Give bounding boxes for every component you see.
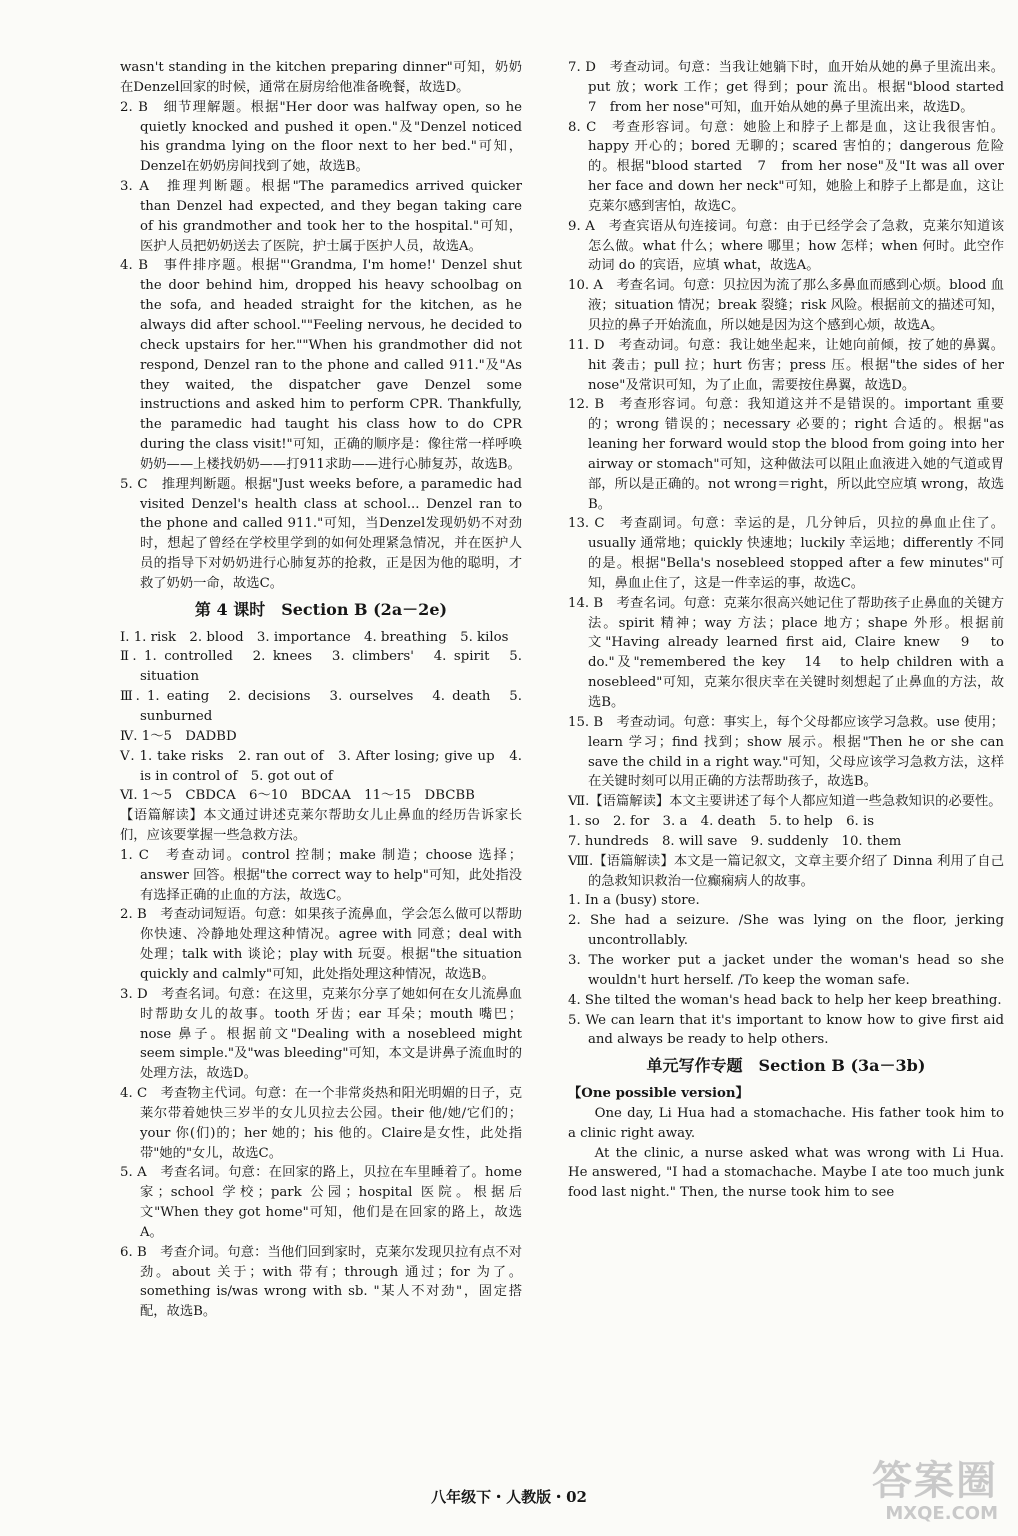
answer-item: 2. B 细节理解题。根据"Her door was halfway open, so he quietly knocked and pushed it open."及"Denzel noticed his grandma lying on the floor next to her bed."可知，Denzel在奶奶房间找到了她，故选B。 <box>120 99 522 175</box>
answer-item: 3. D 考查名词。句意：在这里，克莱尔分享了她如何在女儿流鼻血时帮助女儿的故事。tooth 牙齿；ear 耳朵；mouth 嘴巴；nose 鼻子。根据前文"Dealing with a nosebleed might seem simple."及"was bleeding"可知，本文是讲鼻子流血时的处理方法，故选D。 <box>120 986 522 1082</box>
exercise-line: Ⅱ. 1. controlled 2. knees 3. climbers' 4. spirit 5. situation <box>120 649 522 685</box>
exercise-line: Ⅵ. 1～5 CBDCA 6～10 BDCAA 11～15 DBCBB <box>120 788 475 804</box>
exercise-line: Ⅰ. 1. risk 2. blood 3. importance 4. breathing 5. kilos <box>120 629 509 645</box>
passage-summary: 【语篇解读】本文通过讲述克莱尔帮助女儿止鼻血的经历告诉家长们，应该要掌握一些急救方法。 <box>120 808 522 844</box>
writing-paragraph: At the clinic, a nurse asked what was wrong with Li Hua. He answered, "I had a stomachache. Maybe I ate too much junk food last night." Then, the nurse took him to see <box>568 1145 1004 1201</box>
watermark-site: MXQE.COM <box>885 1503 998 1524</box>
answer-item: 1. C 考查动词。control 控制；make 制造；choose 选择；answer 回答。根据"the correct way to help"可知，此处指没有选择正确的止血的方法，故选C。 <box>120 847 522 903</box>
exercise-line: Ⅲ. 1. eating 2. decisions 3. ourselves 4. death 5. sunburned <box>120 689 522 724</box>
right-column <box>568 58 1018 1203</box>
answer-item: 3. A 推理判断题。根据"The paramedics arrived quicker than Denzel had expected, and they began taking care of his grandmother and took her to the hospital."可知，医护人员把奶奶送去了医院，护士属于医护人员，故选A。 <box>120 179 522 254</box>
answer-line: 5. We can learn that it's important to know how to give first aid and always be ready to help others. <box>568 1012 1004 1048</box>
answer-line: 7. hundreds 8. will save 9. suddenly 10. them <box>568 833 902 849</box>
sample-label: 【One possible version】 <box>568 1086 749 1102</box>
answer-line: 3. The worker put a jacket under the woman's head so she wouldn't hurt herself. /To keep the woman safe. <box>568 952 1004 988</box>
answer-item: wasn't standing in the kitchen preparing dinner"可知，奶奶在Denzel回家的时候，通常在厨房给他准备晚餐，故选D。 <box>120 60 522 95</box>
answer-item: 10. A 考查名词。句意：贝拉因为流了那么多鼻血而感到心烦。blood 血液；situation 情况；break 裂缝；risk 风险。根据前文的描述可知，贝拉的鼻子开始流血，所以她是因为这个感到心烦，故选A。 <box>568 278 1004 333</box>
answer-item: 4. C 考查物主代词。句意：在一个非常炎热和阳光明媚的日子，克莱尔带着她快三岁半的女儿贝拉去公园。their 他/她/它们的；your 你(们)的；her 她的；his 他的。Claire是女性，此处指带"她的"女儿，故选C。 <box>120 1086 522 1161</box>
answer-item: 8. C 考查形容词。句意：她脸上和脖子上都是血，这让我很害怕。happy 开心的；bored 无聊的；scared 害怕的；dangerous 危险的。根据"blood started 7 from her nose"及"It was all over her face and down her neck"可知，她脸上和脖子上都是血，这让克莱尔感到害怕，故选C。 <box>568 119 1004 214</box>
passage-summary: Ⅷ.【语篇解读】本文是一篇记叙文，文章主要介绍了 Dinna 利用了自己的急救知识救治一位癫痫病人的故事。 <box>568 853 1004 889</box>
answer-item: 13. C 考查副词。句意：幸运的是，几分钟后，贝拉的鼻血止住了。usually 通常地；quickly 快速地；luckily 幸运地；differently 不同的是。根据"Bella's nosebleed stopped after a few minutes"可知，鼻血止住了，这是一件幸运的事，故选C。 <box>568 516 1004 591</box>
watermark <box>808 1458 998 1530</box>
answer-item: 5. C 推理判断题。根据"Just weeks before, a paramedic had visited Denzel's health class at school... Denzel ran to the phone and called 911."可知，当Denzel发现奶奶不对劲时，想起了曾经在学校里学到的如何处理紧急情况，并在医护人员的指导下对奶奶进行心肺复苏的抢救，正是因为他的聪明，才救了奶奶一命，故选C。 <box>120 476 522 591</box>
left-column <box>120 58 522 1322</box>
exercise-line: Ⅴ. 1. take risks 2. ran out of 3. After losing; give up 4. is in control of 5. got out of <box>120 748 522 784</box>
answer-item: 15. B 考查动词。句意：事实上，每个父母都应该学习急救。use 使用；learn 学习；find 找到；show 展示。根据"Then he or she can save the child in a right way."可知，父母应该学习急救方法，这样在关键时刻可以用正确的方法帮助孩子，故选B。 <box>568 714 1004 790</box>
passage-summary: Ⅶ.【语篇解读】本文主要讲述了每个人都应知道一些急救知识的必要性。 <box>568 794 1002 810</box>
page-footer: 八年级下・人教版・02 <box>431 1488 587 1506</box>
watermark-logo: 答案圈 <box>872 1458 998 1504</box>
answer-item: 14. B 考查名词。句意：克莱尔很高兴她记住了帮助孩子止鼻血的关键方法。spirit 精神；way 方法；place 地方；shape 外形。根据前文"Having already learned first aid, Claire knew 9 to do."及"remembered the key 14 to help children with a nosebleed"可知，克莱尔很庆幸在关键时刻想起了止鼻血的方法，故选B。 <box>568 595 1004 710</box>
answer-item: 2. B 考查动词短语。句意：如果孩子流鼻血，学会怎么做可以帮助你快速、冷静地处理这种情况。agree with 同意；deal with 处理；talk with 谈论；play with 玩耍。根据"the situation quickly and calmly"可知，此处指处理这种情况，故选B。 <box>120 907 522 982</box>
answer-item: 7. D 考查动词。句意：当我让她躺下时，血开始从她的鼻子里流出来。put 放；work 工作；get 得到；pour 流出。根据"blood started 7 from her nose"可知，血开始从她的鼻子里流出来，故选D。 <box>568 60 1018 115</box>
section-heading: 单元写作专题 Section B (3a－3b) <box>646 1056 926 1076</box>
answer-line: 2. She had a seizure. /She was lying on the floor, jerking uncontrollably. <box>568 913 1004 949</box>
answer-item: 9. A 考查宾语从句连接词。句意：由于已经学会了急救，克莱尔知道该怎么做。what 什么；where 哪里；how 怎样；when 何时。此空作动词 do 的宾语，应填 what，故选A。 <box>568 218 1004 274</box>
answer-item: 12. B 考查形容词。句意：我知道这并不是错误的。important 重要的；wrong 错误的；necessary 必要的；right 合适的。根据"as leaning her forward would stop the blood from going into her airway or stomach"可知，这种做法可以阻止血液进入她的气道或胃部，所以是正确的。not wrong＝right，所以此空应填 wrong，故选B。 <box>568 397 1004 512</box>
answer-item: 6. B 考查介词。句意：当他们回到家时，克莱尔发现贝拉有点不对劲。about 关于；with 带有；through 通过；for 为了。something is/was wrong with sb. "某人不对劲"，固定搭配，故选B。 <box>120 1244 522 1320</box>
exercise-line: Ⅳ. 1～5 DADBD <box>120 728 237 744</box>
section-heading: 第 4 课时 Section B (2a－2e) <box>194 599 448 619</box>
answer-item: 11. D 考查动词。句意：我让她坐起来，让她向前倾，按了她的鼻翼。hit 袭击；pull 拉；hurt 伤害；press 压。根据"the sides of her nose"及常识可知，为了止血，需要按住鼻翼，故选D。 <box>568 337 1004 393</box>
answer-item: 4. B 事件排序题。根据"'Grandma, I'm home!' Denzel shut the door behind him, dropped his heavy schoolbag on the sofa, and headed straight for the kitchen, as he always did after school.""Feeling nervous, he decided to check upstairs for her.""When his grandmother did not respond, Denzel ran to the phone and called 911."及"As they waited, the dispatcher gave Denzel some instructions and asked him to perform CPR. Thankfully, the paramedic had taught his class how to do CPR during the class visit!"可知，正确的顺序是：像往常一样呼唤奶奶——上楼找奶奶——打911求助——进行心肺复苏，故选B。 <box>120 258 522 472</box>
answer-line: 1. In a (busy) store. <box>568 893 700 909</box>
answer-line: 1. so 2. for 3. a 4. death 5. to help 6. is <box>568 814 875 830</box>
answer-item: 5. A 考查名词。句意：在回家的路上，贝拉在车里睡着了。home 家；school 学校；park 公园；hospital 医院。根据后文"When they got home"可知，他们是在回家的路上，故选A。 <box>120 1165 522 1240</box>
answer-line: 4. She tilted the woman's head back to help her keep breathing. <box>568 992 1002 1008</box>
writing-paragraph: One day, Li Hua had a stomachache. His father took him to a clinic right away. <box>568 1105 1004 1141</box>
